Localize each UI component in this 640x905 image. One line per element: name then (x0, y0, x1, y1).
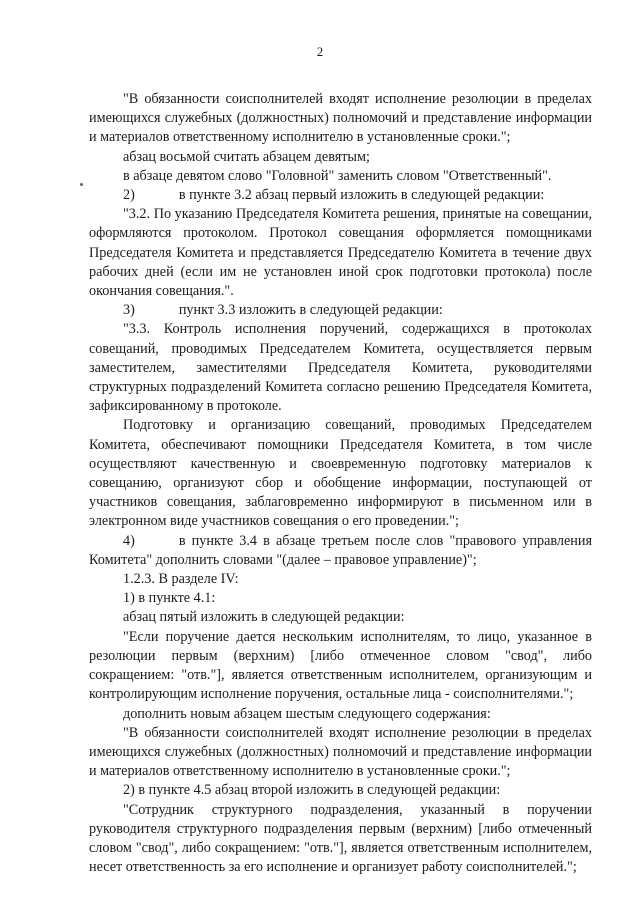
paragraph-8: Подготовку и организацию совещаний, проводимых Председателем Комитета, обеспечивают помощники Председателя Комитета, в том числе осуществляют качественную и своевременную подготовку материалов к совещанию, организуют сбор и обобщение информации, поступающей от участников совещания, заблаговременно информируют в письменном или в электронном виде участников совещания о его проведении."; (89, 417, 592, 530)
paragraph-15: "В обязанности соисполнителей входят исполнение резолюции в пределах имеющихся служебных (должностных) полномочий и представление информации и материалов ответственному исполнителю в установленные сроки."; (89, 724, 592, 780)
subitem-1: 1) в пункте 4.1: (123, 590, 216, 607)
paragraph-17: "Сотрудник структурного подразделения, указанный в поручении руководителя структурного подразделения первым (верхним) [либо отмеченный словом "свод", либо сокращением: "отв."], является ответственным исполнителем, несет ответственность за его исполнение и организует работу соисполнителей."; (89, 801, 592, 876)
paragraph-1: "В обязанности соисполнителей входят исполнение резолюции в пределах имеющихся служебных (должностных) полномочий и представление информации и материалов ответственному исполнителю в установленные сроки."; (89, 91, 592, 146)
paragraph-12: абзац пятый изложить в следующей редакции: (123, 609, 405, 626)
subitem-2: 2) в пункте 4.5 абзац второй изложить в следующей редакции: (123, 782, 501, 799)
section-heading: 1.2.3. В разделе IV: (123, 571, 239, 588)
list-marker-4: 4) (123, 532, 135, 549)
paragraph-7: "3.3. Контроль исполнения поручений, содержащихся в протоколах совещаний, проводимых Председателем Комитета, осуществляется первым заместителем, заместителями Председателя Комитета, руководителями структурных подразделений Комитета согласно решению Председателя Комитета, зафиксированному в протоколе. (89, 321, 592, 415)
list-item-3-text: пункт 3.3 изложить в следующей редакции: (178, 302, 443, 319)
list-item-2-text: в пункте 3.2 абзац первый изложить в следующей редакции: (178, 187, 545, 204)
scan-speck (80, 183, 83, 186)
list-item-4-text: в пункте 3.4 в абзаце третьем после слов "правового управления Комитета" дополнить словами "(далее – правовое управление)"; (89, 532, 592, 568)
paragraph-13: "Если поручение дается нескольким исполнителям, то лицо, указанное в резолюции первым (верхним) [либо отмеченное словом "свод", либо сокращением: "отв."], является ответственным исполнителем, организующим и контролирующим исполнение поручения, остальные лица - соисполнителями."; (89, 628, 592, 703)
list-item-3 (89, 301, 592, 320)
paragraph-14: дополнить новым абзацем шестым следующего содержания: (123, 705, 491, 722)
document-body (89, 90, 592, 877)
list-marker-3: 3) (123, 302, 135, 319)
list-item-2 (89, 186, 592, 205)
paragraph-5: "3.2. По указанию Председателя Комитета решения, принятые на совещании, оформляются протоколом. Протокол совещания оформляется помощниками Председателя Комитета и представляется Председателю Комитета в течение двух рабочих дней (если им не установлен иной срок подготовки протокола) после окончания совещания.". (89, 206, 592, 300)
page-number: 2 (316, 44, 324, 59)
paragraph-3: в абзаце девятом слово "Головной" заменить словом "Ответственный". (123, 167, 552, 184)
paragraph-2: абзац восьмой считать абзацем девятым; (123, 148, 370, 165)
list-item-4 (89, 532, 592, 570)
list-marker-2: 2) (123, 187, 135, 204)
